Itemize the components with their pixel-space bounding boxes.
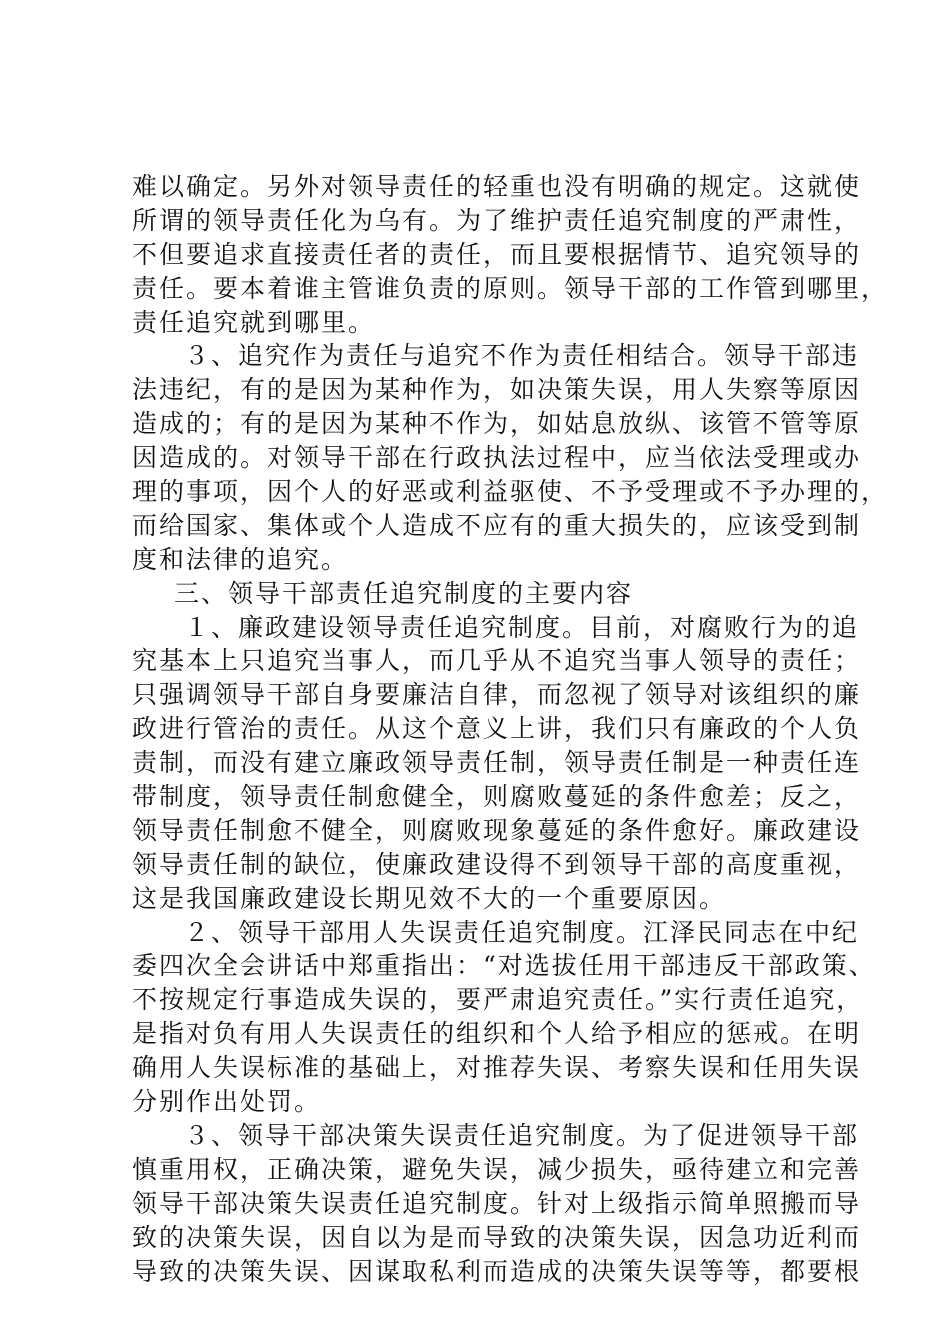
text-line: 不按规定行事造成失误的，要严肃追究责任。”实行责任追究， [132,985,864,1015]
text-line: 难以确定。另外对领导责任的轻重也没有明确的规定。这就使 [132,172,862,201]
text-line: 慎重用权，正确决策，避免失误，减少损失，亟待建立和完善 [132,1154,862,1184]
text-line: 导致的决策失误、因谋取私利而造成的决策失误等等，都要根 [132,1256,862,1286]
document-body [132,170,889,1288]
text-line: 责任。要本着谁主管谁负责的原则。领导干部的工作管到哪里， [132,273,889,303]
text-line: 造成的；有的是因为某种不作为，如姑息放纵、该管不管等原 [132,409,862,439]
text-line: 分别作出处罚。 [132,1087,322,1117]
text-line: 委四次全会讲话中郑重指出：“对选拔任用干部违反干部政策、 [132,951,876,981]
text-line: 责制，而没有建立廉政领导责任制，领导责任制是一种责任连 [132,748,862,778]
text-line: ３、领导干部决策失误责任追究制度。为了促进领导干部 [184,1120,860,1150]
text-line: 所谓的领导责任化为乌有。为了维护责任追究制度的严肃性， [132,205,862,235]
text-line: 责任追究就到哪里。 [132,307,376,337]
text-line: 致的决策失误，因自以为是而导致的决策失误，因急功近利而 [132,1222,862,1252]
text-line: ３、追究作为责任与追究不作为责任相结合。领导干部违 [184,341,860,371]
text-line: 究基本上只追究当事人，而几乎从不追究当事人领导的责任； [132,646,862,676]
text-line: １、廉政建设领导责任追究制度。目前，对腐败行为的追 [184,612,860,642]
text-line: 领导责任制愈不健全，则腐败现象蔓延的条件愈好。廉政建设 [132,815,862,845]
text-line: 政进行管治的责任。从这个意义上讲，我们只有廉政的个人负 [132,714,862,744]
text-line: 不但要追求直接责任者的责任，而且要根据情节、追究领导的 [132,239,862,269]
text-line: 度和法律的追究。 [132,544,349,574]
text-line: 法违纪，有的是因为某种作为，如决策失误，用人失察等原因 [132,375,862,405]
text-line: 领导干部决策失误责任追究制度。针对上级指示简单照搬而导 [132,1188,862,1218]
text-line: 因造成的。对领导干部在行政执法过程中，应当依法受理或办 [132,443,862,473]
text-line: 而给国家、集体或个人造成不应有的重大损失的，应该受到制 [132,510,862,540]
text-line: ２、领导干部用人失误责任追究制度。江泽民同志在中纪 [184,917,860,947]
text-line: 带制度，领导责任制愈健全，则腐败蔓延的条件愈差；反之， [132,782,862,812]
text-line: 理的事项，因个人的好恶或利益驱使、不予受理或不予办理的， [132,477,889,507]
text-line: 是指对负有用人失误责任的组织和个人给予相应的惩戒。在明 [132,1019,862,1049]
text-line: 领导责任制的缺位，使廉政建设得不到领导干部的高度重视， [132,849,862,879]
text-line: 只强调领导干部自身要廉洁自律，而忽视了领导对该组织的廉 [132,680,862,710]
section-heading: 三、领导干部责任追究制度的主要内容 [174,578,634,608]
text-line: 这是我国廉政建设长期见效不大的一个重要原因。 [132,883,727,913]
text-line: 确用人失误标准的基础上，对推荐失误、考察失误和任用失误 [132,1053,862,1083]
